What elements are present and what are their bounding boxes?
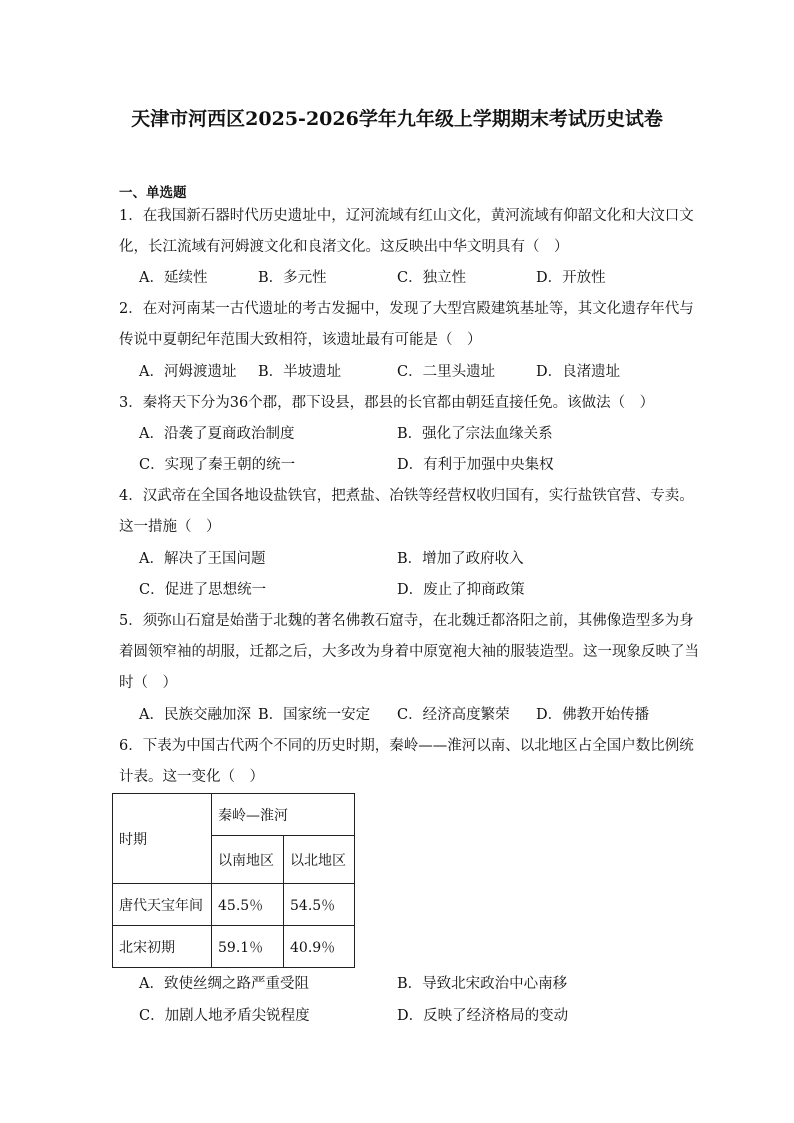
table-header-south: 以南地区	[212, 836, 284, 884]
q1-option-c: C．独立性	[397, 270, 467, 286]
table-cell-north: 40.9％	[284, 926, 355, 968]
table-cell-period: 北宋初期	[113, 926, 212, 968]
q5-line-1: 5．须弥山石窟是始凿于北魏的著名佛教石窟寺，在北魏迁都洛阳之前，其佛像造型多为身	[119, 613, 694, 629]
q2-line-2: 传说中夏朝纪年范围大致相符，该遗址最有可能是（ ）	[119, 332, 482, 348]
q5-option-c: C．经济高度繁荣	[397, 707, 510, 723]
table-row	[113, 884, 355, 926]
q3-option-a: A．沿袭了夏商政治制度	[139, 426, 295, 442]
table-cell-south: 45.5％	[212, 884, 284, 926]
table-cell-north: 54.5％	[284, 884, 355, 926]
q1-line-2: 化，长江流域有河姆渡文化和良渚文化。这反映出中华文明具有（ ）	[119, 239, 569, 255]
q2-option-c: C．二里头遗址	[397, 364, 496, 380]
table-header-group: 秦岭—淮河	[212, 794, 355, 836]
q4-line-2: 这一措施（ ）	[119, 519, 221, 535]
q6-line-1: 6．下表为中国古代两个不同的历史时期，秦岭——淮河以南、以北地区占全国户数比例统	[119, 738, 694, 754]
q1-line-1: 1．在我国新石器时代历史遗址中，辽河流域有红山文化，黄河流域有仰韶文化和大汶口文	[119, 208, 694, 224]
q2-line-1: 2．在对河南某一古代遗址的考古发掘中，发现了大型宫殿建筑基址等，其文化遗存年代与	[119, 301, 694, 317]
q4-option-c: C．促进了思想统一	[139, 582, 267, 598]
q6-option-b: B．导致北宋政治中心南移	[397, 976, 568, 992]
table-header-north: 以北地区	[284, 836, 355, 884]
q4-option-d: D．废止了抑商政策	[397, 582, 525, 598]
q5-line-3: 时（ ）	[119, 675, 177, 691]
q4-option-b: B．增加了政府收入	[397, 551, 524, 567]
q6-option-a: A．致使丝绸之路严重受阻	[139, 976, 309, 992]
q3-option-d: D．有利于加强中央集权	[397, 457, 554, 473]
q2-option-d: D．良渚遗址	[536, 364, 621, 380]
q4-option-a: A．解决了王国问题	[139, 551, 266, 567]
table-header-period: 时期	[113, 794, 212, 884]
q6-option-c: C．加剧人地矛盾尖锐程度	[139, 1008, 310, 1024]
q6-option-d: D．反映了经济格局的变动	[397, 1008, 569, 1024]
table-cell-south: 59.1％	[212, 926, 284, 968]
q2-option-a: A．河姆渡遗址	[139, 364, 237, 380]
section-heading: 一、单选题	[119, 185, 187, 201]
q6-line-2: 计表。这一变化（ ）	[119, 769, 264, 785]
q1-option-d: D．开放性	[536, 270, 606, 286]
q5-option-b: B．国家统一安定	[258, 707, 371, 723]
q1-option-b: B．多元性	[258, 270, 327, 286]
table-row	[113, 926, 355, 968]
q3-option-c: C．实现了秦王朝的统一	[139, 457, 296, 473]
q5-line-2: 着圆领窄袖的胡服，迁都之后，大多改为身着中原宽袍大袖的服装造型。这一现象反映了当	[119, 644, 699, 660]
q1-option-a: A．延续性	[139, 270, 208, 286]
q3-option-b: B．强化了宗法血缘关系	[397, 426, 553, 442]
q3-line-1: 3．秦将天下分为36个郡，郡下设县，郡县的长官都由朝廷直接任免。该做法（ ）	[119, 395, 655, 411]
q5-option-d: D．佛教开始传播	[536, 707, 650, 723]
q4-line-1: 4．汉武帝在全国各地设盐铁官，把煮盐、冶铁等经营权收归国有，实行盐铁官营、专卖。	[119, 488, 694, 504]
household-ratio-table	[112, 793, 355, 968]
exam-title: 天津市河西区2025-2026学年九年级上学期期末考试历史试卷	[131, 108, 663, 130]
table-cell-period: 唐代天宝年间	[113, 884, 212, 926]
q2-option-b: B．半坡遗址	[258, 364, 342, 380]
q5-option-a: A．民族交融加深	[139, 707, 251, 723]
